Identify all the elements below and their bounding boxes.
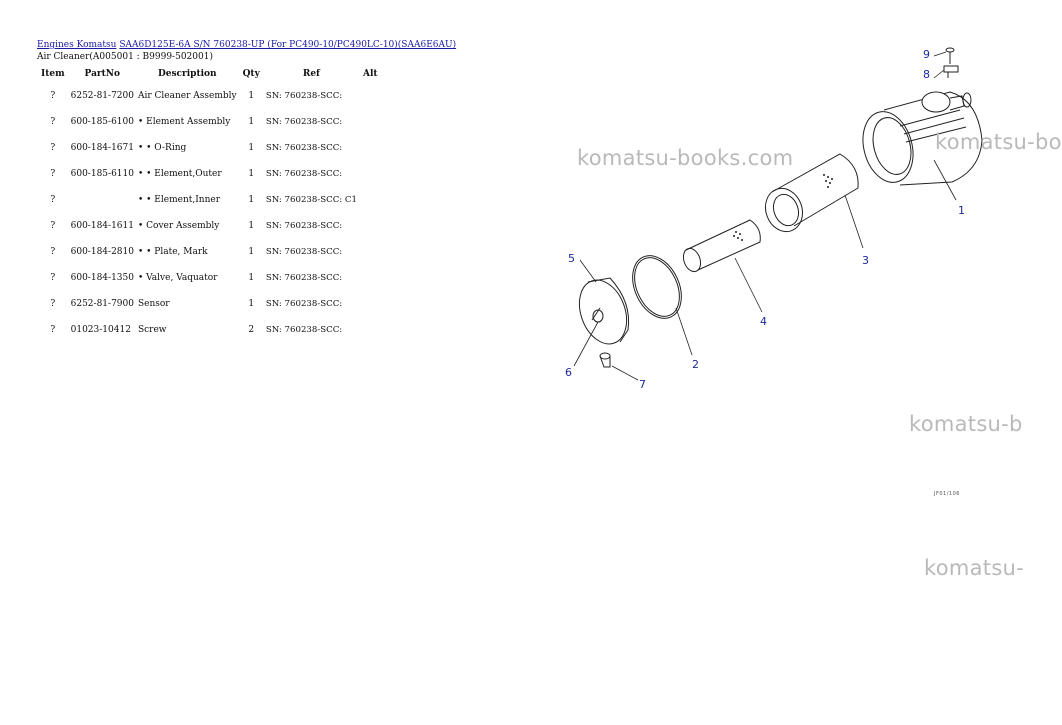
cell-partno: 600-185-6110: [70, 169, 134, 179]
cell-ref: SN: 760238-SCC:: [265, 220, 343, 231]
exploded-parts-diagram: [540, 30, 1024, 510]
cell-qty: 1: [248, 117, 255, 127]
table-row: [37, 109, 382, 135]
cell-alt: [359, 213, 382, 239]
callout-2: 2: [692, 358, 699, 371]
col-header-description: Description: [157, 69, 217, 79]
cell-partno: 600-185-6100: [70, 117, 134, 127]
callout-8: 8: [923, 68, 930, 81]
cell-ref: SN: 760238-SCC: C1: [265, 194, 357, 205]
callout-4: 4: [760, 315, 767, 328]
parts-table-body: [37, 83, 382, 343]
table-row: [37, 239, 382, 265]
col-header-partno: PartNo: [84, 69, 121, 79]
callout-7: 7: [639, 378, 646, 391]
cell-qty: 1: [248, 221, 255, 231]
cell-alt: [359, 239, 382, 265]
cell-alt: [359, 135, 382, 161]
table-row: [37, 317, 382, 343]
breadcrumb-link-model[interactable]: SAA6D125E-6A S/N 760238-UP (For PC490-10/PC490LC-10)(SAA6E6AU): [119, 40, 457, 50]
cell-alt: [359, 291, 382, 317]
col-header-ref: Ref: [302, 69, 320, 79]
cell-ref: SN: 760238-SCC:: [265, 168, 343, 179]
col-header-qty: Qty: [242, 69, 260, 79]
vaquator-valve: [600, 353, 610, 367]
cell-qty: 1: [248, 247, 255, 257]
table-row: [37, 187, 382, 213]
cell-description: Air Cleaner Assembly: [137, 91, 237, 101]
cell-item: ?: [50, 117, 56, 127]
cell-ref: SN: 760238-SCC:: [265, 324, 343, 335]
cell-description: • • O-Ring: [137, 143, 187, 153]
cell-ref: SN: 760238-SCC:: [265, 116, 343, 127]
cell-qty: 1: [248, 299, 255, 309]
table-row: [37, 83, 382, 109]
callout-labels: [565, 48, 965, 391]
parts-table: [37, 65, 382, 343]
table-row: [37, 161, 382, 187]
callout-6: 6: [565, 366, 572, 379]
cell-item: ?: [50, 91, 56, 101]
cell-item: ?: [50, 169, 56, 179]
cell-alt: [359, 317, 382, 343]
cell-partno: [69, 187, 136, 213]
cell-description: • Cover Assembly: [137, 221, 220, 231]
cell-alt: [359, 265, 382, 291]
cell-alt: [359, 187, 382, 213]
cell-item: ?: [50, 247, 56, 257]
watermark-2: komatsu-bo: [935, 130, 1062, 154]
watermark-3: komatsu-b: [909, 412, 1023, 436]
cell-description: Sensor: [137, 299, 170, 309]
cell-alt: [359, 109, 382, 135]
cell-ref: SN: 760238-SCC:: [265, 246, 343, 257]
cell-ref: SN: 760238-SCC:: [265, 142, 343, 153]
cell-partno: 600-184-1350: [70, 273, 134, 283]
col-header-item: Item: [41, 69, 65, 79]
callout-5: 5: [568, 252, 575, 265]
callout-9: 9: [923, 48, 930, 61]
callout-3: 3: [862, 254, 869, 267]
page-subtitle: Air Cleaner(A005001 : B9999-502001): [37, 52, 213, 62]
cell-alt: [359, 161, 382, 187]
cell-partno: 6252-81-7200: [70, 91, 134, 101]
cell-alt: [359, 83, 382, 109]
cell-description: • • Element,Inner: [137, 195, 220, 205]
cell-description: • Element Assembly: [137, 117, 231, 127]
table-row: [37, 291, 382, 317]
cell-item: ?: [50, 143, 56, 153]
cell-partno: 600-184-2810: [70, 247, 134, 257]
cell-item: ?: [50, 195, 56, 205]
cell-description: • Valve, Vaquator: [137, 273, 218, 283]
cell-qty: 2: [248, 325, 255, 335]
inner-element: [680, 220, 760, 274]
cell-qty: 1: [248, 169, 255, 179]
cell-partno: 600-184-1611: [70, 221, 134, 231]
cell-partno: 01023-10412: [70, 325, 131, 335]
col-header-alt: Alt: [362, 69, 378, 79]
cell-ref: SN: 760238-SCC:: [265, 272, 343, 283]
breadcrumb: [37, 40, 456, 50]
watermark-4: komatsu-: [924, 556, 1025, 580]
cell-qty: 1: [248, 143, 255, 153]
cover-assembly: [571, 273, 635, 350]
cell-description: • • Plate, Mark: [137, 247, 208, 257]
diagram-code: JF01/106: [934, 491, 960, 497]
sensor-and-screw: [944, 48, 958, 78]
cell-partno: 6252-81-7900: [70, 299, 134, 309]
table-header-row: [37, 65, 382, 83]
cell-description: • • Element,Outer: [137, 169, 222, 179]
cell-qty: 1: [248, 91, 255, 101]
table-row: [37, 135, 382, 161]
watermark-1: komatsu-books.com: [577, 146, 794, 170]
cell-item: ?: [50, 273, 56, 283]
cell-item: ?: [50, 325, 56, 335]
breadcrumb-link-engines[interactable]: Engines Komatsu: [37, 40, 117, 50]
cell-ref: SN: 760238-SCC:: [265, 298, 343, 309]
table-row: [37, 265, 382, 291]
cell-item: ?: [50, 299, 56, 309]
cell-qty: 1: [248, 273, 255, 283]
cell-item: ?: [50, 221, 56, 231]
callout-1: 1: [958, 204, 965, 217]
cell-ref: SN: 760238-SCC:: [265, 90, 343, 101]
cell-description: Screw: [137, 325, 167, 335]
cell-partno: 600-184-1671: [70, 143, 134, 153]
cell-qty: 1: [248, 195, 255, 205]
table-row: [37, 213, 382, 239]
